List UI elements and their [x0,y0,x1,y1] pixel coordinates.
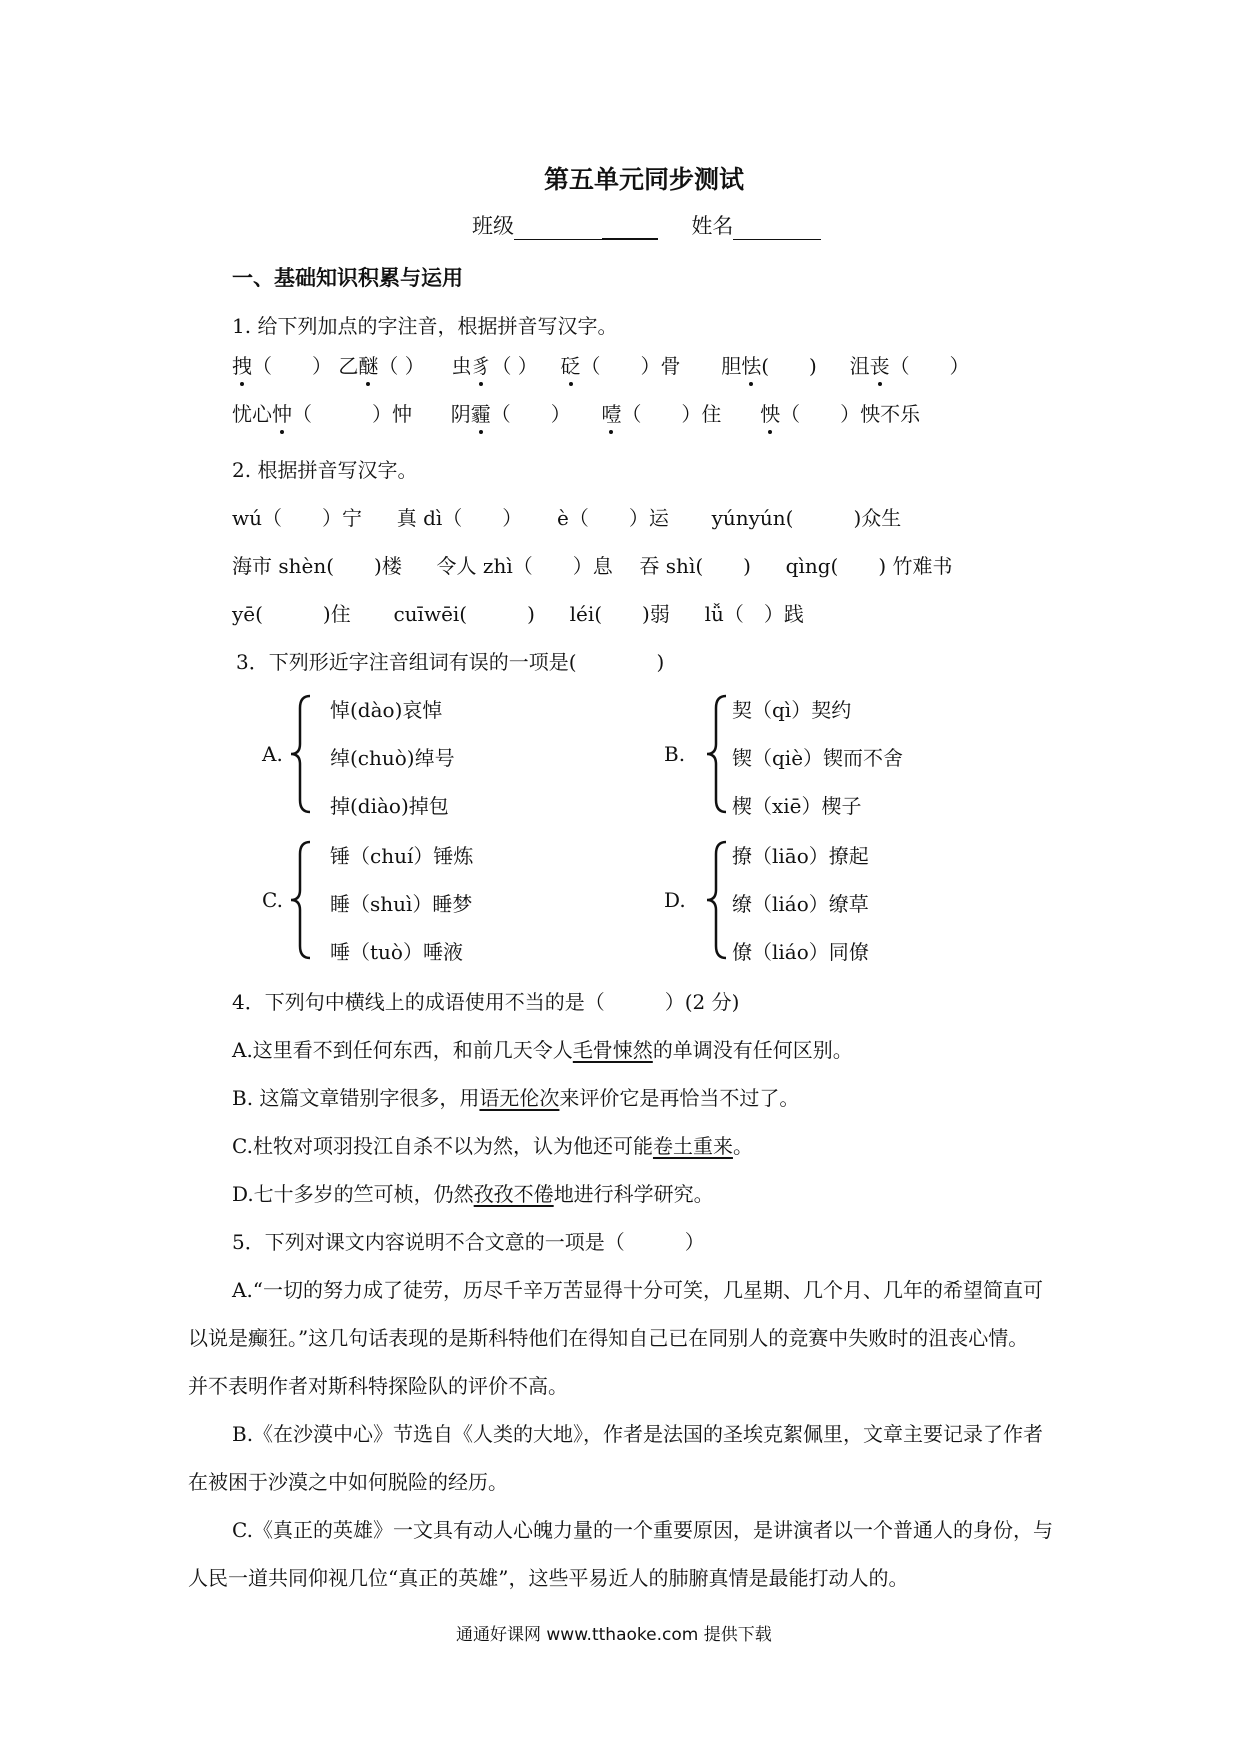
underlined-idiom: 毛骨悚然 [572,1038,653,1062]
option-b-item: 契（qì）契约 [732,698,852,722]
option-b-label: B. [664,742,686,766]
brace-b [704,694,730,814]
section-heading: 一、基础知识积累与运用 [232,266,463,290]
q2-item: léi( )弱 [569,602,670,626]
q5-prompt: 5．下列对课文内容说明不合文意的一项是（ ） [232,1230,705,1254]
q1-item: 虫豸（ ） [451,354,538,378]
q1-item: 胆怯( ) [721,354,817,378]
q5-option-c-line: C.《真正的英雄》一文具有动人心魄力量的一个重要原因，是讲演者以一个普通人的身份，与 [232,1518,1053,1542]
q2-line2 [232,550,953,579]
q2-item: yúnyún( )众生 [711,506,902,530]
name-label: 姓名 [691,214,734,238]
q5-option-b-line: 在被困于沙漠之中如何脱险的经历。 [188,1470,508,1494]
q5-option-b-line: B.《在沙漠中心》节选自《人类的大地》，作者是法国的圣埃克絮佩里，文章主要记录了作者 [232,1422,1044,1446]
q4-option-b: B. 这篇文章错别字很多，用语无伦次来评价它是再恰当不过了。 [232,1086,800,1110]
class-label: 班级 [472,214,514,238]
q3-prompt: 3．下列形近字注音组词有误的一项是( ) [236,650,665,674]
q2-line3 [232,598,804,627]
page-footer: 通通好课网 www.tthaoke.com 提供下载 [456,1625,772,1645]
q1-item: 拽（ ） [232,354,332,378]
q2-item: qìng( ) 竹难书 [785,554,953,578]
q4-option-d: D.七十多岁的竺可桢，仍然孜孜不倦地进行科学研究。 [232,1182,714,1206]
option-c-label: C. [262,888,283,912]
q4-option-c: C.杜牧对项羽投江自杀不以为然，认为他还可能卷土重来。 [232,1134,753,1158]
option-b-item: 楔（xiē）楔子 [732,794,862,818]
option-c-item: 锤（chuí）锤炼 [330,844,474,868]
option-a-item: 掉(diào)掉包 [330,794,449,818]
brace-d [704,840,730,960]
q2-item: 海市 shèn( )楼 [232,554,402,578]
q2-item: 吞 shì( ) [639,554,751,578]
option-b-item: 锲（qiè）锲而不舍 [732,746,904,770]
q5-option-c-line: 人民一道共同仰视几位“真正的英雄”，这些平易近人的肺腑真情是最能打动人的。 [188,1566,909,1590]
option-c-item: 睡（shuì）睡梦 [330,892,473,916]
q5-option-a-line: 以说是癫狂。”这几句话表现的是斯科特他们在得知自己已在同别人的竞赛中失败时的沮丧心情。 [188,1326,1029,1350]
q1-item: 砭（ ）骨 [560,354,681,378]
option-a-label: A. [262,742,283,766]
underlined-idiom: 孜孜不倦 [473,1182,554,1206]
q2-prompt: 2. 根据拼音写汉字。 [232,458,418,482]
q1-prompt: 1. 给下列加点的字注音，根据拼音写汉字。 [232,314,618,338]
page-title: 第五单元同步测试 [544,165,745,194]
q1-item: 怏（ ）怏不乐 [760,402,921,426]
q4-prompt: 4．下列句中横线上的成语使用不当的是（ ）(2 分) [232,990,740,1014]
q2-item: 真 dì（ ） [396,506,523,530]
brace-a [288,694,314,814]
option-a-item: 绰(chuò)绰号 [330,746,455,770]
q5-option-a-line: A.“一切的努力成了徒劳，历尽千辛万苦显得十分可笑，几星期、几个月、几年的希望简直可 [232,1278,1044,1302]
q1-item: 阴霾（ ） [450,402,571,426]
underlined-idiom: 语无伦次 [479,1086,560,1110]
class-blank[interactable] [514,217,602,240]
option-a-item: 悼(dào)哀悼 [330,698,443,722]
q2-item: 令人 zhì（ ）息 [436,554,613,578]
q2-item: yē( )住 [232,602,351,626]
option-c-item: 唾（tuò）唾液 [330,940,463,964]
option-d-label: D. [664,888,686,912]
class-blank-bold[interactable] [602,216,658,240]
q2-item: cuīwēi( ) [393,602,535,626]
q1-line1 [232,350,970,379]
q2-item: lǚ（ ）践 [704,602,804,626]
brace-c [288,840,314,960]
q2-item: è（ ）运 [557,506,669,530]
q1-item: 噎（ ）住 [601,402,722,426]
class-name-line [472,210,821,240]
underlined-idiom: 卷土重来 [652,1134,733,1158]
q1-line2 [232,398,920,427]
q4-option-a: A.这里看不到任何东西，和前几天令人毛骨悚然的单调没有任何区别。 [232,1038,853,1062]
q2-item: wú（ ）宁 [232,506,362,530]
option-d-item: 缭（liáo）缭草 [732,892,869,916]
q1-item: 忧心忡（ ）忡 [232,402,412,426]
q2-line1 [232,502,901,531]
option-d-item: 撩（liāo）撩起 [732,844,869,868]
name-blank[interactable] [733,217,821,240]
q1-item: 乙醚（ ） [338,354,425,378]
q1-item: 沮丧（ ） [849,354,970,378]
q5-option-a-line: 并不表明作者对斯科特探险队的评价不高。 [188,1374,568,1398]
option-d-item: 僚（liáo）同僚 [732,940,869,964]
